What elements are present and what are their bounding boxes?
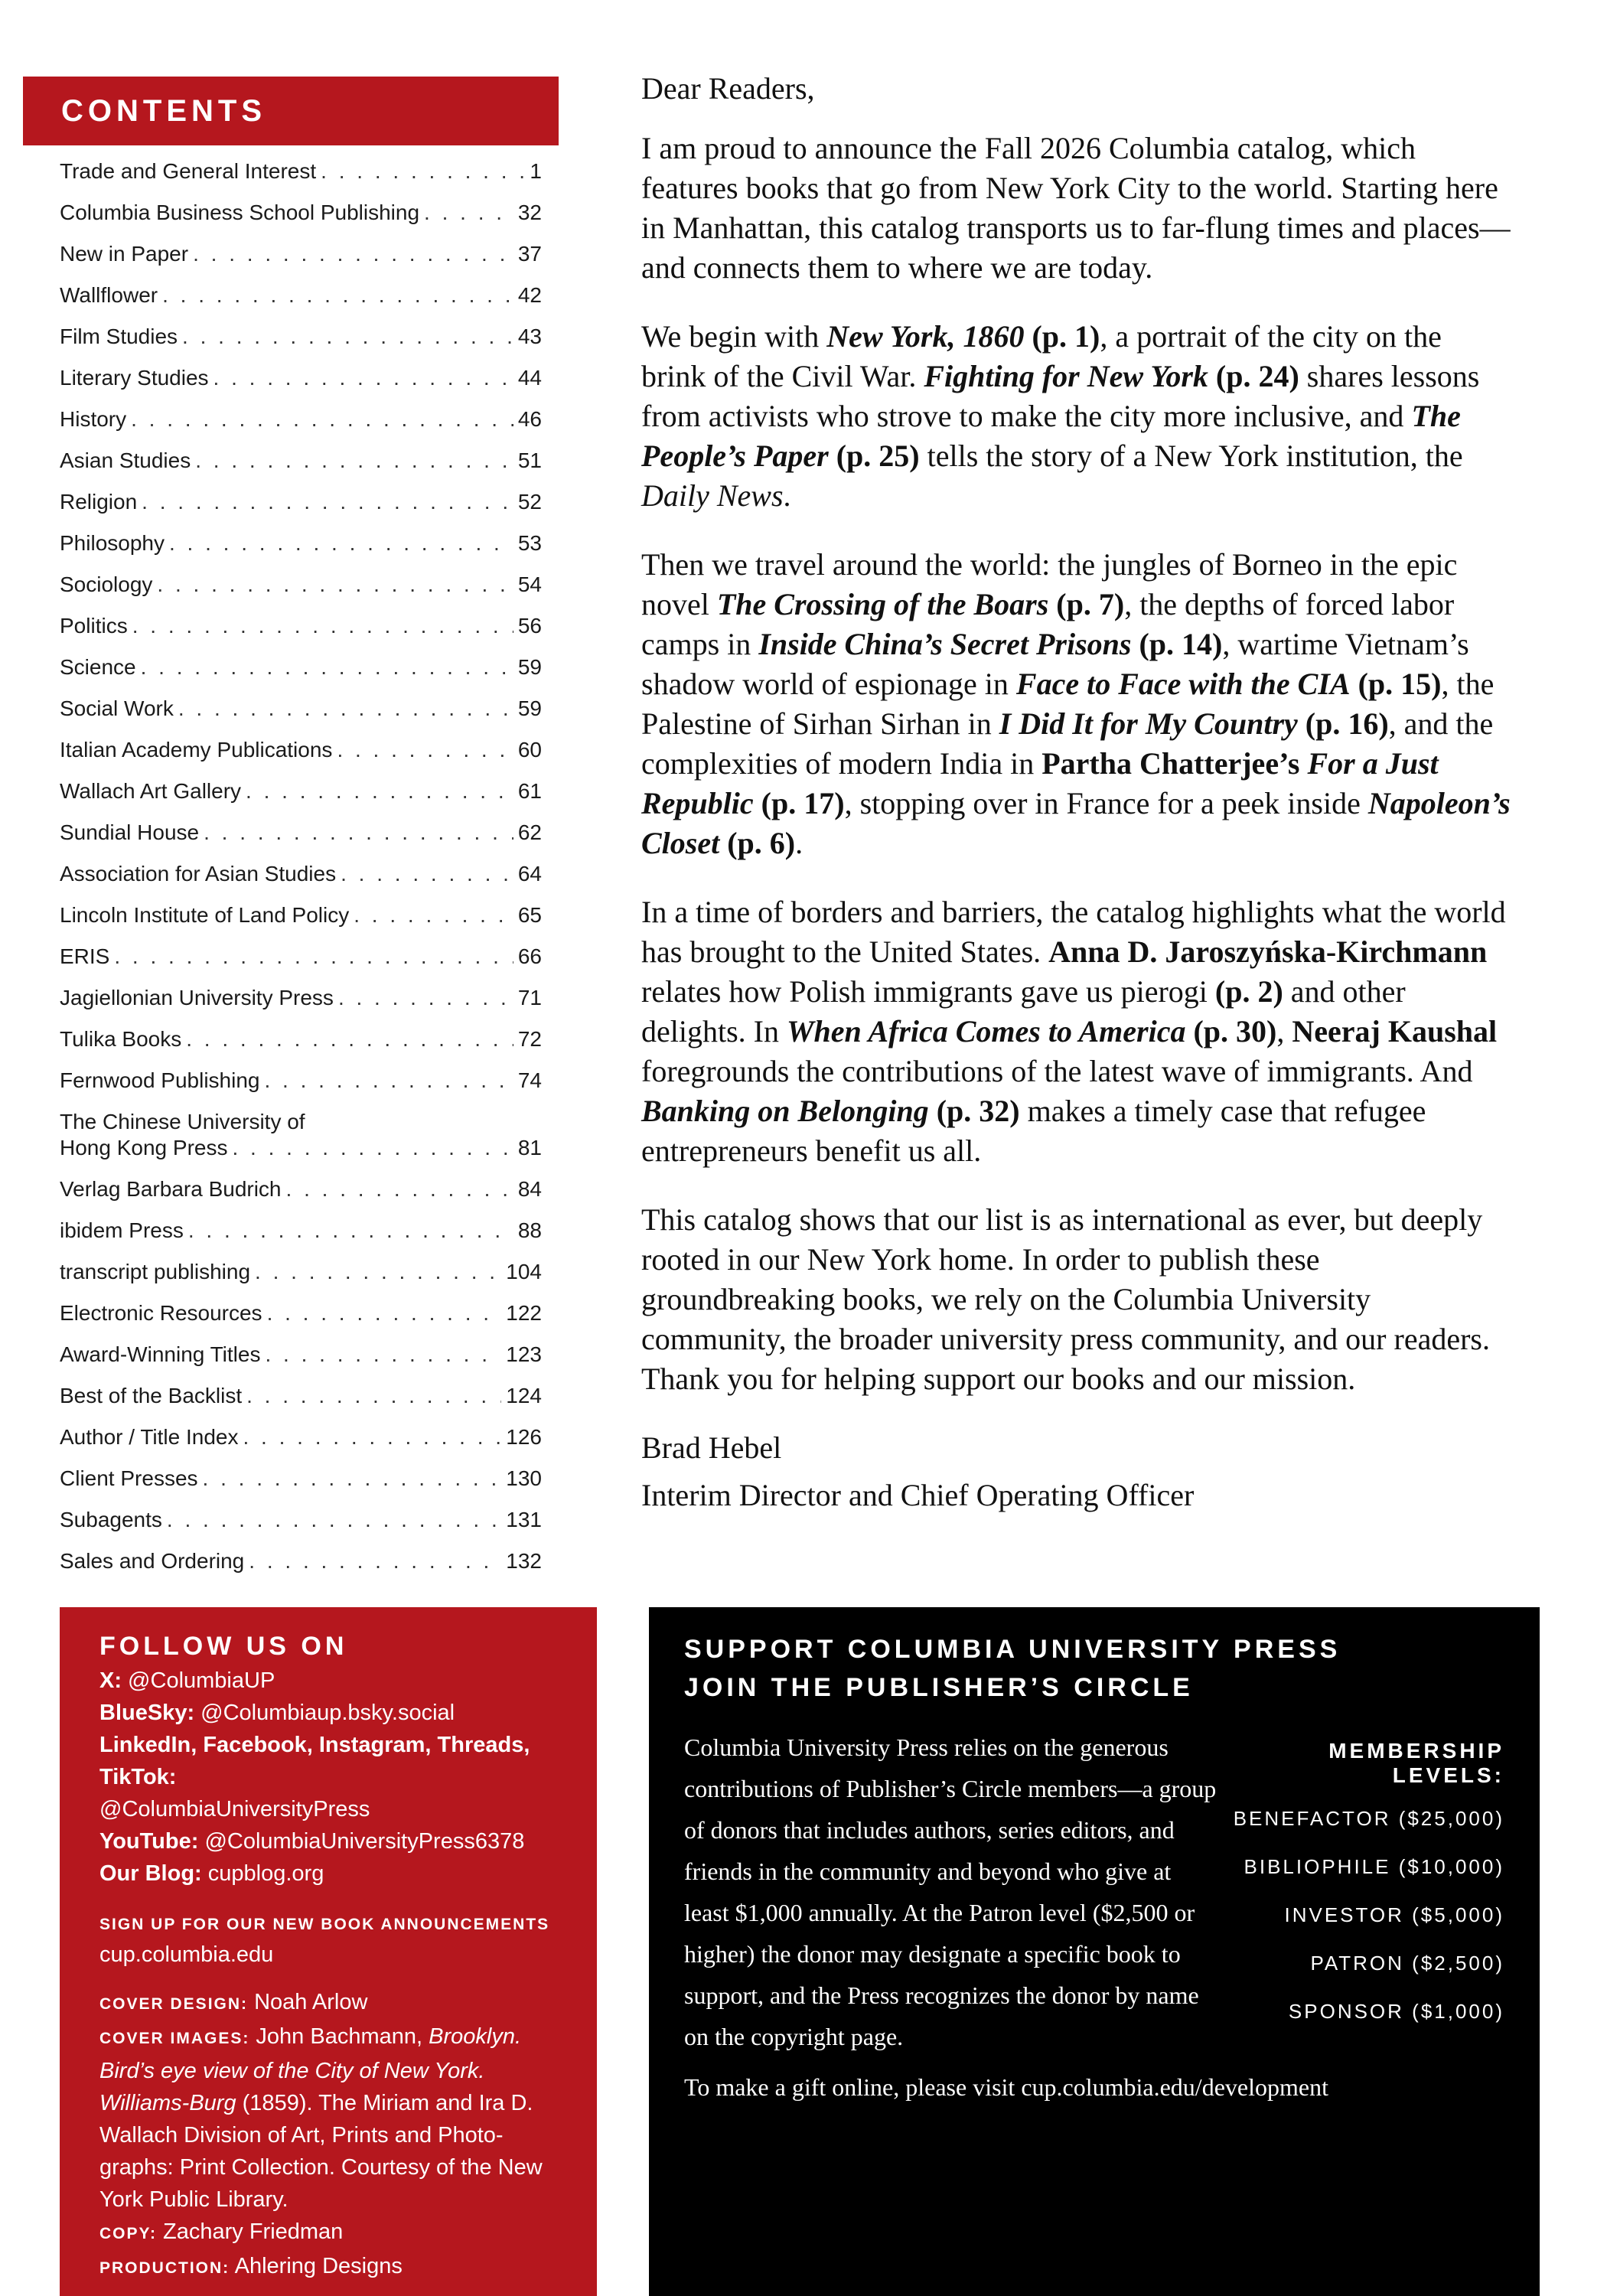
toc-item-title: Award-Winning Titles xyxy=(60,1342,261,1366)
toc-item[interactable] xyxy=(60,241,542,267)
toc-dot-leader xyxy=(188,1218,513,1244)
toc-item-page: 61 xyxy=(517,779,542,803)
toc-item-title: ERIS xyxy=(60,944,110,968)
toc-dot-leader xyxy=(193,241,513,267)
toc-item-page: 43 xyxy=(517,325,542,348)
toc-dot-leader xyxy=(162,282,513,308)
toc-item[interactable] xyxy=(60,1259,542,1285)
toc-item-title: Association for Asian Studies xyxy=(60,862,337,885)
toc-item[interactable] xyxy=(60,696,542,722)
toc-item[interactable] xyxy=(60,1218,542,1244)
book-title: Napoleon’s Closet xyxy=(641,786,1511,860)
toc-dot-leader xyxy=(354,902,513,928)
credit-cover-images: COVER IMAGES: John Bachmann, Brooklyn. Bird’s eye view of the City of New York. Williams-Burg (1859). The Miriam and Ira D. Wallach Division of Art, Prints and Photo-graphs: Print Collection. Courtesy of the New York Public Library. xyxy=(99,2024,543,2212)
toc-dot-leader xyxy=(338,985,513,1011)
toc-item-page: 71 xyxy=(517,986,542,1009)
book-title: The People’s Paper xyxy=(641,399,1461,473)
page-ref: (p. 6) xyxy=(719,826,796,860)
membership-level: SPONSOR ($1,000) xyxy=(1288,2000,1504,2023)
toc-dot-leader xyxy=(142,489,513,515)
signature-title: Interim Director and Chief Operating Officer xyxy=(641,1478,1195,1512)
book-title: The Crossing of the Boars xyxy=(716,587,1049,621)
toc-item-page: 88 xyxy=(517,1218,542,1242)
toc-dot-leader xyxy=(341,861,513,887)
toc-item-page: 37 xyxy=(517,242,542,266)
page-ref: (p. 2) xyxy=(1214,974,1283,1009)
toc-item-page: 42 xyxy=(517,283,542,307)
toc-item[interactable] xyxy=(60,324,542,350)
toc-item[interactable] xyxy=(60,1383,542,1409)
toc-item-title: Literary Studies xyxy=(60,366,209,390)
letter-greeting: Dear Readers, xyxy=(641,71,815,106)
toc-item-title: Trade and General Interest xyxy=(60,159,317,183)
page-ref: (p. 1) xyxy=(1024,319,1100,354)
toc-dot-leader xyxy=(203,1466,502,1492)
toc-item-title: Social Work xyxy=(60,696,174,720)
follow-heading: FOLLOW US ON xyxy=(99,1632,348,1661)
toc-item-page: 52 xyxy=(517,490,542,514)
table-of-contents xyxy=(60,158,542,1590)
toc-item-page: 104 xyxy=(506,1260,542,1283)
toc-item-title: ibidem Press xyxy=(60,1218,184,1242)
toc-dot-leader xyxy=(195,448,513,474)
toc-item-title: Author / Title Index xyxy=(60,1425,239,1449)
toc-item-title: Fernwood Publishing xyxy=(60,1068,260,1092)
toc-item-page: 54 xyxy=(517,572,542,596)
toc-item[interactable] xyxy=(60,1176,542,1202)
social-youtube[interactable]: YouTube: @ColumbiaUniversityPress6378 xyxy=(99,1829,525,1854)
toc-dot-leader xyxy=(169,530,513,556)
follow-us-box xyxy=(60,1607,597,2296)
toc-item[interactable] xyxy=(60,613,542,639)
page-ref: (p. 14) xyxy=(1131,627,1223,661)
toc-item-page: 62 xyxy=(517,820,542,844)
toc-item-page: 130 xyxy=(506,1466,542,1490)
toc-item-page: 66 xyxy=(517,944,542,968)
toc-dot-leader xyxy=(178,696,513,722)
toc-dot-leader xyxy=(337,737,513,763)
toc-item-title: Sundial House xyxy=(60,820,200,844)
toc-item-title: Religion xyxy=(60,490,138,514)
credit-copy: COPY: Zachary Friedman xyxy=(99,2219,344,2244)
toc-item[interactable] xyxy=(60,1109,542,1161)
toc-item[interactable] xyxy=(60,985,542,1011)
toc-item[interactable] xyxy=(60,1300,542,1326)
toc-dot-leader xyxy=(214,365,513,391)
page-ref: (p. 7) xyxy=(1048,587,1125,621)
toc-item-page: 123 xyxy=(506,1342,542,1366)
toc-item[interactable] xyxy=(60,902,542,928)
toc-item-title: New in Paper xyxy=(60,242,189,266)
membership-levels-heading: MEMBERSHIP LEVELS: xyxy=(1328,1739,1504,1787)
toc-item[interactable] xyxy=(60,406,542,432)
book-title: Face to Face with the CIA xyxy=(1015,667,1351,701)
membership-levels xyxy=(1220,1727,1504,2057)
toc-item-page: 74 xyxy=(517,1068,542,1092)
page-ref: (p. 32) xyxy=(928,1094,1020,1128)
toc-item-title-line: The Chinese University of xyxy=(60,1110,305,1133)
author-name: Neeraj Kaushal xyxy=(1292,1014,1498,1049)
gift-link[interactable]: To make a gift online, please visit cup.columbia.edu/development xyxy=(684,2073,1328,2101)
social-x[interactable]: X: @ColumbiaUP xyxy=(99,1668,275,1693)
toc-item-title: Best of the Backlist xyxy=(60,1384,243,1407)
toc-dot-leader xyxy=(186,1026,513,1052)
toc-dot-leader xyxy=(232,1135,513,1161)
toc-item-page: 72 xyxy=(517,1027,542,1051)
toc-item-title: Asian Studies xyxy=(60,448,191,472)
letter-paragraph-5: This catalog shows that our list is as international as ever, but deeply rooted in our New York home. In order to publish these groundbreaking books, we rely on the Columbia University community, the broader university press community, and our readers. Thank you for helping support our books and our mission. xyxy=(641,1202,1490,1396)
support-body: Columbia University Press relies on the generous contributions of Publisher’s Circle members—a group of donors that includes authors, series editors, and friends in the community and beyond who give at least $1,000 annually. At the Patron level ($2,500 or higher) the donor may designate a specific book to support, and the Press recognizes the donor by name on the copyright page. xyxy=(684,1733,1217,2050)
toc-item[interactable] xyxy=(60,820,542,846)
toc-item[interactable] xyxy=(60,489,542,515)
author-name: Anna D. Jaroszyńska-Kirchmann xyxy=(1048,934,1488,969)
membership-level: INVESTOR ($5,000) xyxy=(1284,1903,1504,1926)
book-title: Fighting for New York xyxy=(924,359,1208,393)
social-bluesky[interactable]: BlueSky: @Columbiaup.bsky.social xyxy=(99,1701,455,1725)
toc-dot-leader xyxy=(132,613,513,639)
page-ref: (p. 25) xyxy=(828,439,920,473)
toc-item-page: 32 xyxy=(517,201,542,224)
toc-item[interactable] xyxy=(60,530,542,556)
membership-level: PATRON ($2,500) xyxy=(1310,1952,1504,1975)
toc-item-title: History xyxy=(60,407,127,431)
toc-item[interactable] xyxy=(60,1548,542,1574)
page-ref: (p. 17) xyxy=(753,786,845,820)
toc-item[interactable] xyxy=(60,1466,542,1492)
toc-item-page: 59 xyxy=(517,696,542,720)
toc-item-page: 60 xyxy=(517,738,542,762)
toc-dot-leader xyxy=(131,406,513,432)
toc-dot-leader xyxy=(249,1548,501,1574)
toc-dot-leader xyxy=(265,1342,501,1368)
toc-item-title: Hong Kong Press xyxy=(60,1136,228,1159)
toc-item-page: 122 xyxy=(506,1301,542,1325)
toc-item-page: 124 xyxy=(506,1384,542,1407)
toc-item-page: 84 xyxy=(517,1177,542,1201)
toc-item-title: Lincoln Institute of Land Policy xyxy=(60,903,350,927)
toc-dot-leader xyxy=(167,1507,501,1533)
toc-item[interactable] xyxy=(60,654,542,680)
credits xyxy=(99,1986,557,2285)
toc-item[interactable] xyxy=(60,778,542,804)
toc-item-title: Columbia Business School Publishing xyxy=(60,201,420,224)
book-title: New York, 1860 xyxy=(826,319,1025,354)
toc-item-title: Sociology xyxy=(60,572,153,596)
toc-dot-leader xyxy=(243,1424,501,1450)
toc-item-title: Electronic Resources xyxy=(60,1301,262,1325)
support-press-box xyxy=(649,1607,1540,2296)
toc-item[interactable] xyxy=(60,282,542,308)
toc-dot-leader xyxy=(267,1300,502,1326)
toc-item[interactable] xyxy=(60,1424,542,1450)
page-ref: (p. 16) xyxy=(1297,706,1389,741)
toc-item-page: 1 xyxy=(530,159,542,183)
credit-production: PRODUCTION: Ahlering Designs xyxy=(99,2254,403,2278)
toc-item-title: Politics xyxy=(60,614,128,638)
toc-item-page: 56 xyxy=(517,614,542,638)
toc-item-title: Jagiellonian University Press xyxy=(60,986,334,1009)
toc-item[interactable] xyxy=(60,861,542,887)
toc-item[interactable] xyxy=(60,572,542,598)
letter-paragraph-4: In a time of borders and barriers, the catalog highlights what the world has brought to the United States. Anna D. Jaroszyńska-Kirchmann relates how Polish immigrants gave us pierogi (p. 2) and other delights. In When Africa Comes to America (p. 30), Neeraj Kaushal foregrounds the contributions of the latest wave of immigrants. And Banking on Belonging (p. 32) makes a timely case that refugee entrepreneurs benefit us all. xyxy=(641,895,1506,1168)
editor-letter xyxy=(641,69,1514,1544)
toc-dot-leader xyxy=(246,778,513,804)
toc-item-page: 51 xyxy=(517,448,542,472)
toc-item-title: Wallach Art Gallery xyxy=(60,779,242,803)
membership-level: BIBLIOPHILE ($10,000) xyxy=(1244,1855,1504,1878)
letter-paragraph-1: I am proud to announce the Fall 2026 Columbia catalog, which features books that go from New York City to the world. Starting here in Manhattan, this catalog transports us to far-flung times and places—and connects them to where we are today. xyxy=(641,131,1511,285)
author-name: Partha Chatterjee’s xyxy=(1041,746,1300,781)
toc-item[interactable] xyxy=(60,1507,542,1533)
social-blog[interactable]: Our Blog: cupblog.org xyxy=(99,1861,324,1886)
toc-item[interactable] xyxy=(60,200,542,226)
toc-item-page: 132 xyxy=(506,1549,542,1573)
signup-link[interactable]: cup.columbia.edu xyxy=(99,1942,274,1967)
toc-item-title: Film Studies xyxy=(60,325,178,348)
book-title: For a Just Republic xyxy=(641,746,1439,820)
toc-item-title: transcript publishing xyxy=(60,1260,251,1283)
signature-name: Brad Hebel xyxy=(641,1430,782,1465)
toc-dot-leader xyxy=(157,572,513,598)
credit-cover-design: COVER DESIGN: Noah Arlow xyxy=(99,1990,368,2014)
toc-item[interactable] xyxy=(60,1342,542,1368)
toc-item[interactable] xyxy=(60,1068,542,1094)
social-networks[interactable]: LinkedIn, Facebook, Instagram, Threads, TikTok: @ColumbiaUniversityPress xyxy=(99,1733,530,1821)
toc-item-title: Italian Academy Publications xyxy=(60,738,333,762)
toc-item-page: 126 xyxy=(506,1425,542,1449)
page-ref: (p. 30) xyxy=(1185,1014,1277,1049)
membership-level: BENEFACTOR ($25,000) xyxy=(1233,1807,1504,1830)
page-ref: (p. 15) xyxy=(1350,667,1442,701)
toc-dot-leader xyxy=(204,820,513,846)
toc-item-title: Science xyxy=(60,655,136,679)
toc-item-title: Tulika Books xyxy=(60,1027,182,1051)
contents-heading: CONTENTS xyxy=(23,77,559,145)
page-ref: (p. 24) xyxy=(1208,359,1299,393)
newspaper-title: Daily News xyxy=(641,478,784,513)
toc-item[interactable] xyxy=(60,944,542,970)
book-title: When Africa Comes to America xyxy=(786,1014,1186,1049)
toc-item-page: 65 xyxy=(517,903,542,927)
toc-item-page: 53 xyxy=(517,531,542,555)
toc-item-page: 64 xyxy=(517,862,542,885)
toc-item-page: 46 xyxy=(517,407,542,431)
toc-item-title: Verlag Barbara Budrich xyxy=(60,1177,282,1201)
letter-paragraph-3: Then we travel around the world: the jungles of Borneo in the epic novel The Crossing of the Boars (p. 7), the depths of forced labor camps in Inside China’s Secret Prisons (p. 14), wartime Vietnam’s shadow world of espionage in Face to Face with the CIA (p. 15), the Palestine of Sirhan Sirhan in I Did It for My Country (p. 16), and the complexities of modern India in Partha Chatterjee’s For a Just Republic (p. 17), stopping over in France for a peek inside Napoleon’s Closet (p. 6). xyxy=(641,547,1511,860)
toc-dot-leader xyxy=(321,158,525,184)
book-title: Banking on Belonging xyxy=(641,1094,929,1128)
book-title: Inside China’s Secret Prisons xyxy=(758,627,1132,661)
toc-dot-leader xyxy=(286,1176,513,1202)
toc-item[interactable] xyxy=(60,365,542,391)
toc-dot-leader xyxy=(265,1068,513,1094)
toc-item-title: Client Presses xyxy=(60,1466,198,1490)
toc-item[interactable] xyxy=(60,1026,542,1052)
toc-item-title: Subagents xyxy=(60,1508,162,1531)
toc-item[interactable] xyxy=(60,158,542,184)
book-title: I Did It for My Country xyxy=(999,706,1298,741)
toc-dot-leader xyxy=(141,654,513,680)
toc-item[interactable] xyxy=(60,737,542,763)
toc-item-page: 131 xyxy=(506,1508,542,1531)
toc-item-title: Wallflower xyxy=(60,283,158,307)
toc-item-page: 59 xyxy=(517,655,542,679)
signup-label: SIGN UP FOR OUR NEW BOOK ANNOUNCEMENTS xyxy=(99,1916,550,1933)
toc-item-title: Sales and Ordering xyxy=(60,1549,245,1573)
toc-item-title: Philosophy xyxy=(60,531,165,555)
toc-item-page: 81 xyxy=(517,1136,542,1159)
toc-dot-leader xyxy=(424,200,513,226)
toc-dot-leader xyxy=(114,944,513,970)
toc-dot-leader xyxy=(255,1259,501,1285)
toc-item[interactable] xyxy=(60,448,542,474)
toc-item-page: 44 xyxy=(517,366,542,390)
letter-paragraph-2: We begin with New York, 1860 (p. 1), a portrait of the city on the brink of the Civil War. Fighting for New York (p. 24) shares lessons from activists who strove to make the city more inclusive, and The People’s Paper (p. 25) tells the story of a New York institution, the Daily News. xyxy=(641,319,1480,513)
toc-dot-leader xyxy=(246,1383,501,1409)
toc-dot-leader xyxy=(182,324,513,350)
support-heading: SUPPORT COLUMBIA UNIVERSITY PRESS JOIN THE PUBLISHER’S CIRCLE xyxy=(684,1635,1341,1702)
